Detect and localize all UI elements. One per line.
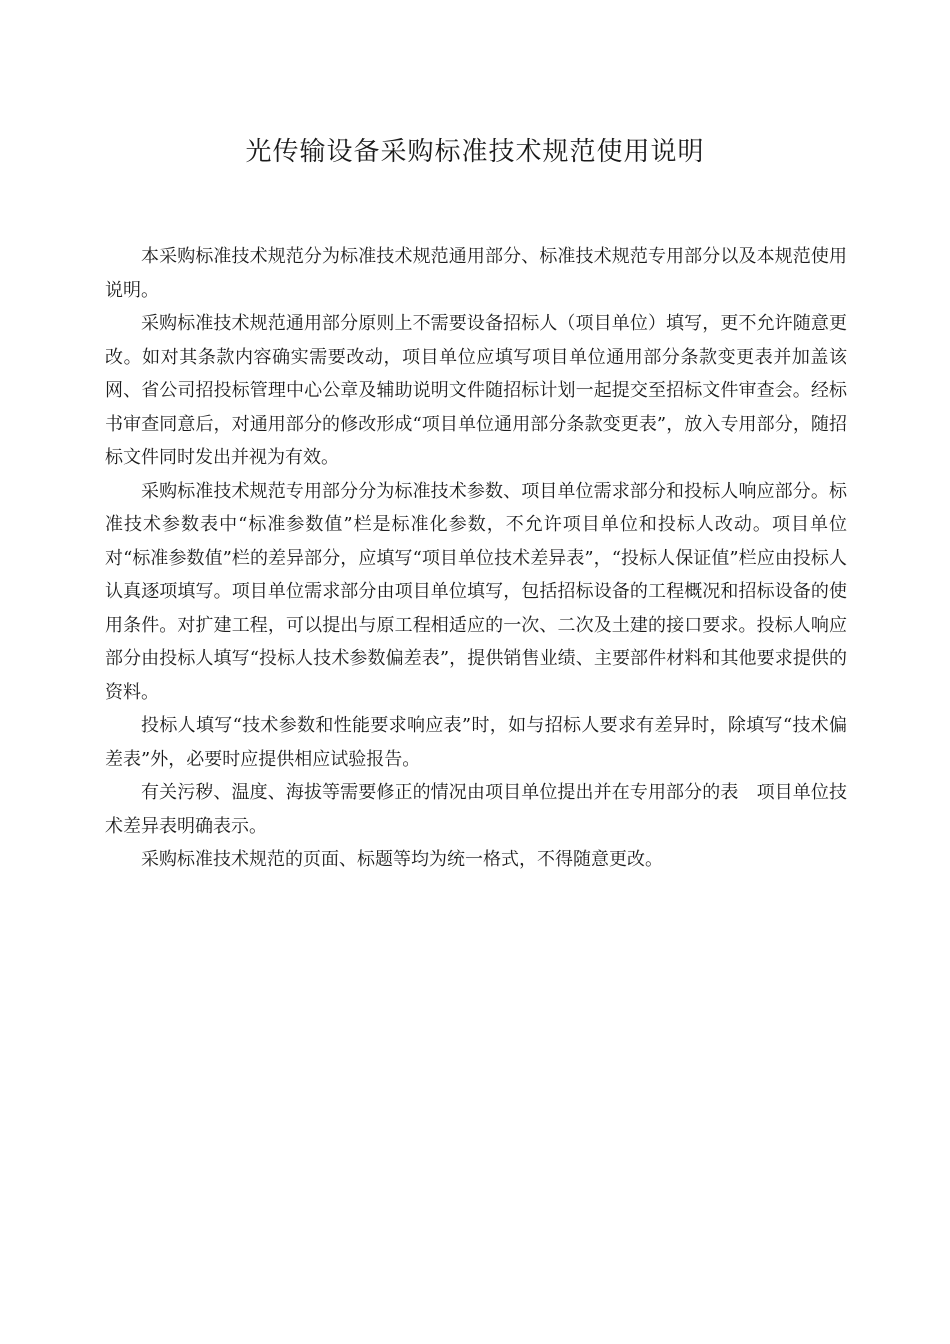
paragraph-4: 投标人填写“技术参数和性能要求响应表”时，如与招标人要求有差异时，除填写“技术偏差表”外，必要时应提供相应试验报告。: [105, 715, 847, 770]
document-title: 光传输设备采购标准技术规范使用说明: [245, 137, 705, 167]
paragraph-5: 有关污秽、温度、海拔等需要修正的情况由项目单位提出并在专用部分的表 项目单位技术差异表明确表示。: [105, 782, 847, 837]
document-body: [105, 240, 847, 877]
paragraph-1: 本采购标准技术规范分为标准技术规范通用部分、标准技术规范专用部分以及本规范使用说明。: [105, 246, 847, 301]
paragraph-2: 采购标准技术规范通用部分原则上不需要设备招标人（项目单位）填写，更不允许随意更改。如对其条款内容确实需要改动，项目单位应填写项目单位通用部分条款变更表并加盖该网、省公司招投标管理中心公章及辅助说明文件随招标计划一起提交至招标文件审查会。经标书审查同意后，对通用部分的修改形成“项目单位通用部分条款变更表”，放入专用部分，随招标文件同时发出并视为有效。: [105, 313, 847, 468]
paragraph-6: 采购标准技术规范的页面、标题等均为统一格式，不得随意更改。: [141, 849, 663, 870]
paragraph-3: 采购标准技术规范专用部分分为标准技术参数、项目单位需求部分和投标人响应部分。标准技术参数表中“标准参数值”栏是标准化参数，不允许项目单位和投标人改动。项目单位对“标准参数值”栏的差异部分，应填写“项目单位技术差异表”，“投标人保证值”栏应由投标人认真逐项填写。项目单位需求部分由项目单位填写，包括招标设备的工程概况和招标设备的使用条件。对扩建工程，可以提出与原工程相适应的一次、二次及土建的接口要求。投标人响应部分由投标人填写“投标人技术参数偏差表”，提供销售业绩、主要部件材料和其他要求提供的资料。: [105, 480, 847, 703]
